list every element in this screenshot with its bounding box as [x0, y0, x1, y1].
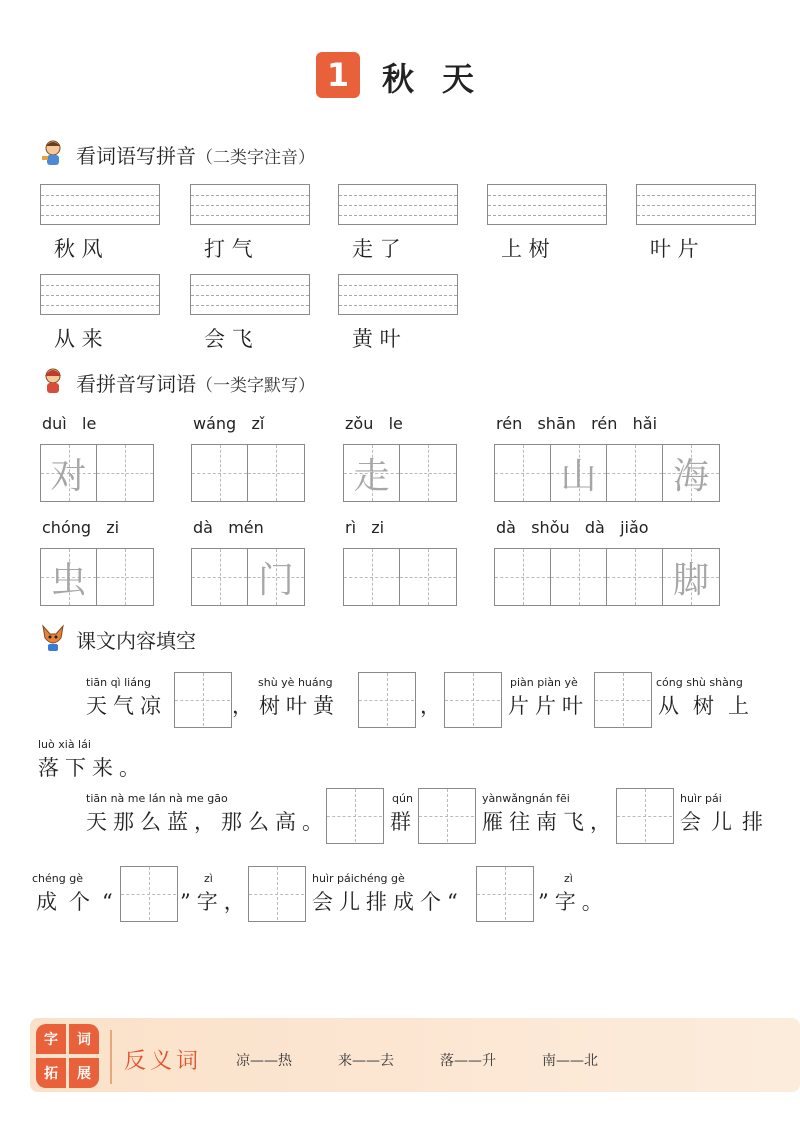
passage-text: ”字，	[180, 890, 251, 914]
vocab-word: 上 树	[501, 237, 550, 261]
character-grid[interactable]	[343, 444, 457, 502]
passage-text: 会儿排	[680, 810, 773, 834]
pinyin-writing-box[interactable]	[190, 184, 310, 225]
character-cell[interactable]	[192, 549, 248, 605]
character-cell[interactable]	[495, 445, 551, 501]
pinyin: huìr páichéng gè	[312, 872, 405, 885]
passage-text: 落下来。	[38, 756, 146, 780]
vocab-word: 叶 片	[650, 237, 699, 261]
passage-text: 从树上	[658, 694, 763, 718]
character-grid[interactable]	[494, 444, 720, 502]
pinyin: cóng shù shàng	[656, 676, 743, 689]
hint-character: 虫	[50, 559, 87, 601]
hint-character	[97, 549, 153, 605]
pinyin-prompt: dà mén	[193, 518, 264, 537]
hint-character: 门	[257, 559, 294, 601]
pinyin-prompt: wáng zǐ	[193, 414, 265, 433]
pinyin-writing-box[interactable]	[190, 274, 310, 315]
hint-character: 脚	[672, 559, 709, 601]
hint-character	[551, 549, 606, 605]
hint-character	[192, 549, 247, 605]
fox-mascot-icon	[38, 622, 68, 652]
pinyin: yànwǎngnán fēi	[482, 792, 570, 805]
antonym-title: 反义词	[124, 1049, 203, 1074]
answer-box[interactable]	[248, 866, 306, 922]
antonym-pair: 来——去	[338, 1053, 394, 1069]
pinyin-writing-box[interactable]	[40, 184, 160, 225]
character-cell[interactable]	[663, 445, 719, 501]
answer-box[interactable]	[444, 672, 502, 728]
section3-title: 课文内容填空	[76, 629, 196, 653]
hint-character: 对	[50, 455, 87, 497]
pinyin: piàn piàn yè	[510, 676, 578, 689]
character-cell[interactable]	[607, 549, 663, 605]
pinyin-prompt: duì le	[42, 414, 97, 433]
pinyin-writing-box[interactable]	[338, 274, 458, 315]
hint-character: 山	[560, 455, 597, 497]
section1-note: （二类字注音）	[196, 148, 315, 168]
answer-box[interactable]	[326, 788, 384, 844]
hint-character	[97, 445, 153, 501]
answer-box[interactable]	[120, 866, 178, 922]
pinyin: zì	[204, 872, 213, 885]
pinyin: shù yè huáng	[258, 676, 333, 689]
vocab-word: 会 飞	[204, 327, 253, 351]
passage-text: ”字。	[538, 890, 609, 914]
girl-mascot-icon	[38, 366, 68, 396]
section1-header	[76, 140, 315, 169]
vocab-word: 黄 叶	[352, 327, 401, 351]
pinyin: zì	[564, 872, 573, 885]
character-cell[interactable]	[551, 549, 607, 605]
answer-box[interactable]	[418, 788, 476, 844]
pinyin: tiān nà me lán nà me gāo	[86, 792, 228, 805]
answer-box[interactable]	[594, 672, 652, 728]
hint-character: 海	[672, 455, 709, 497]
character-cell[interactable]	[663, 549, 719, 605]
vocab-word: 走 了	[352, 237, 401, 261]
character-cell[interactable]	[248, 445, 304, 501]
answer-box[interactable]	[174, 672, 232, 728]
pinyin-prompt: zǒu le	[345, 414, 403, 433]
badge-char: 词	[69, 1024, 99, 1054]
character-cell[interactable]	[400, 445, 456, 501]
answer-box[interactable]	[616, 788, 674, 844]
passage-text: 会儿排成个“	[312, 890, 464, 914]
passage-text: ，	[420, 694, 447, 718]
section3-header	[76, 625, 196, 654]
character-grid[interactable]	[191, 548, 305, 606]
character-cell[interactable]	[248, 549, 304, 605]
antonym-pair: 落——升	[440, 1053, 496, 1069]
vocab-word: 秋 风	[54, 237, 103, 261]
pinyin: huìr pái	[680, 792, 722, 805]
badge-char: 展	[69, 1058, 99, 1088]
lesson-number-badge: 1	[316, 52, 360, 98]
character-grid[interactable]	[40, 548, 154, 606]
passage-text: 群	[390, 810, 417, 834]
answer-box[interactable]	[358, 672, 416, 728]
vocab-word: 打 气	[204, 237, 253, 261]
character-cell[interactable]	[41, 549, 97, 605]
pinyin: tiān qì liáng	[86, 676, 151, 689]
hint-character	[192, 445, 247, 501]
character-cell[interactable]	[97, 549, 153, 605]
pinyin-writing-box[interactable]	[487, 184, 607, 225]
character-cell[interactable]	[495, 549, 551, 605]
section2-title: 看拼音写词语	[76, 372, 196, 396]
pinyin: luò xià lái	[38, 738, 91, 751]
character-grid[interactable]	[191, 444, 305, 502]
pinyin-prompt: chóng zi	[42, 518, 120, 537]
pinyin: qún	[392, 792, 413, 805]
passage-text: 天那么蓝，那么高。	[86, 810, 329, 834]
character-cell[interactable]	[97, 445, 153, 501]
character-cell[interactable]	[607, 445, 663, 501]
pinyin: chéng gè	[32, 872, 83, 885]
passage-text: 片片叶	[508, 694, 589, 718]
badge-char: 字	[36, 1024, 66, 1054]
character-cell[interactable]	[344, 445, 400, 501]
page-title: 秋天	[382, 60, 503, 98]
antonym-pair: 南——北	[542, 1053, 598, 1069]
passage-text: 成个“	[36, 890, 125, 914]
pinyin-writing-box[interactable]	[636, 184, 756, 225]
hint-character	[495, 549, 550, 605]
hint-character: 走	[353, 455, 390, 497]
vocab-word: 从 来	[54, 327, 103, 351]
character-cell[interactable]	[400, 549, 456, 605]
character-cell[interactable]	[344, 549, 400, 605]
passage-text: 雁往南飞，	[482, 810, 617, 834]
pinyin-prompt: dà shǒu dà jiǎo	[496, 518, 649, 537]
hint-character	[495, 445, 550, 501]
pinyin-prompt: rén shān rén hǎi	[496, 414, 658, 433]
passage-text: 天气凉	[86, 694, 167, 718]
character-cell[interactable]	[551, 445, 607, 501]
antonym-pair: 凉——热	[236, 1053, 292, 1069]
pinyin-prompt: rì zi	[345, 518, 385, 537]
character-grid[interactable]	[494, 548, 720, 606]
hint-character	[400, 549, 456, 605]
hint-character	[400, 445, 456, 501]
badge-char: 拓	[36, 1058, 66, 1088]
section2-header	[76, 368, 315, 397]
answer-box[interactable]	[476, 866, 534, 922]
section2-note: （一类字默写）	[196, 376, 315, 396]
character-grid[interactable]	[40, 444, 154, 502]
hint-character	[248, 445, 304, 501]
character-cell[interactable]	[192, 445, 248, 501]
section1-title: 看词语写拼音	[76, 144, 196, 168]
hint-character	[607, 445, 662, 501]
boy-mascot-icon	[38, 138, 68, 168]
banner-divider	[110, 1030, 112, 1084]
pinyin-writing-box[interactable]	[40, 274, 160, 315]
hint-character	[344, 549, 399, 605]
vocab-badge	[36, 1024, 100, 1088]
character-grid[interactable]	[343, 548, 457, 606]
hint-character	[607, 549, 662, 605]
character-cell[interactable]	[41, 445, 97, 501]
passage-text: ，树叶黄	[232, 694, 340, 718]
pinyin-writing-box[interactable]	[338, 184, 458, 225]
